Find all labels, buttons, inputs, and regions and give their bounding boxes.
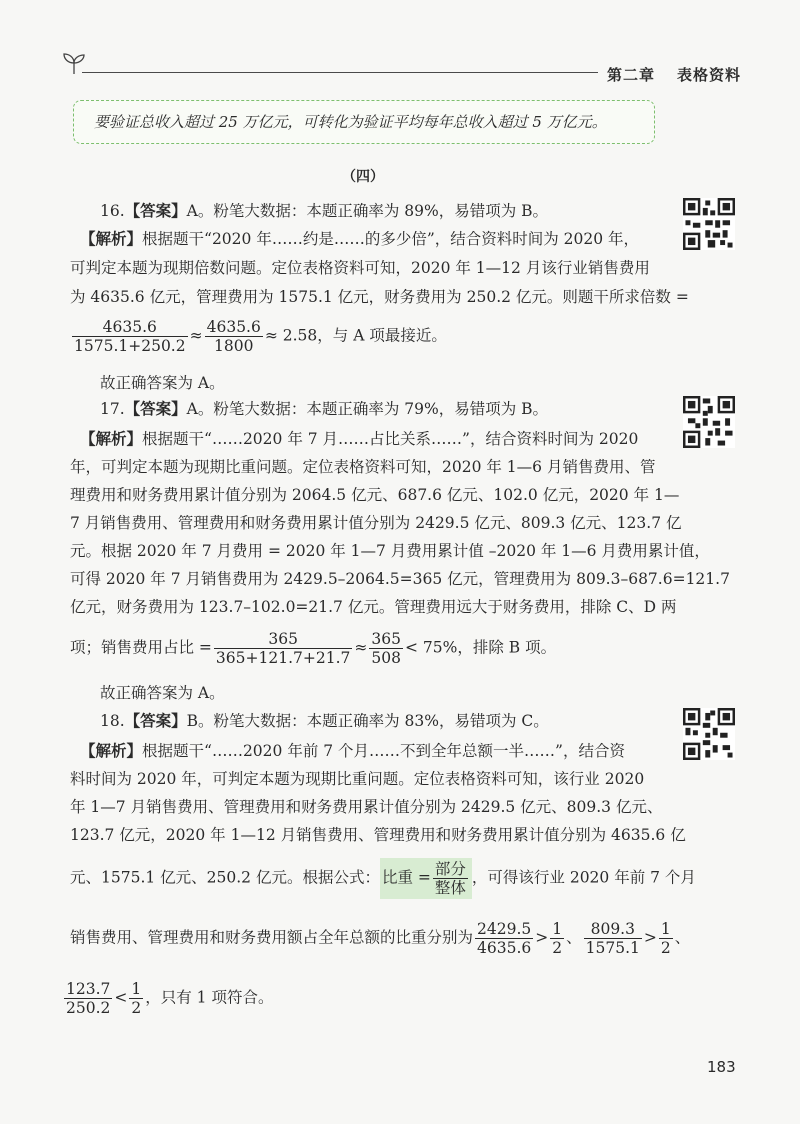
qr-code-icon[interactable]	[683, 396, 735, 448]
text-line: 项；销售费用占比 =	[70, 638, 212, 657]
denominator: 365+121.7+21.7	[215, 649, 351, 667]
analysis-tag: 【解析】	[80, 742, 143, 760]
q17-answer-line	[100, 398, 548, 420]
fraction	[659, 920, 673, 957]
ratio-formula-highlight	[380, 858, 472, 899]
q16-analysis-l1	[80, 228, 639, 250]
q18-ratios-line-2	[62, 980, 273, 1017]
fraction	[205, 318, 263, 355]
fraction	[129, 980, 143, 1017]
numerator: 1	[131, 980, 142, 998]
text-line: 销售费用、管理费用和财务费用额占全年总额的比重分别为	[70, 928, 474, 947]
fraction	[369, 630, 403, 667]
q16-analysis-l2: 可判定本题为现期倍数问题。定位表格资料可知，2020 年 1—12 月该行业销售费用	[70, 259, 650, 277]
numerator: 4635.6	[72, 318, 188, 337]
q17-analysis-l7: 亿元，财务费用为 123.7–102.0=21.7 亿元。管理费用远大于财务费用，排除 C、D 两	[70, 598, 677, 616]
q18-analysis-l4: 123.7 亿元，2020 年 1—12 月销售费用、管理费用和财务费用累计值分别为 4635.6 亿	[70, 826, 686, 844]
text-line: ，只有 1 项符合。	[145, 988, 274, 1007]
numerator: 1	[660, 920, 671, 938]
q17-formula-line	[70, 630, 556, 667]
chapter-title: 表格资料	[677, 66, 742, 84]
formula-lhs: 比重 =	[381, 868, 431, 887]
approx-sign: ≈	[189, 326, 203, 345]
q18-formula-line	[70, 858, 696, 899]
q17-answer-text: A。粉笔大数据：本题正确率为 79%，易错项为 B。	[186, 400, 549, 418]
fraction	[550, 920, 564, 957]
header-rule	[82, 72, 598, 73]
q16-conclusion: 故正确答案为 A。	[100, 374, 225, 392]
q17-analysis-l1	[80, 428, 638, 450]
fraction	[433, 860, 468, 897]
denominator: 1800	[214, 337, 254, 355]
text-line: 根据题干“2020 年……约是……的多少倍”，结合资料时间为 2020 年，	[142, 230, 640, 248]
fraction	[584, 920, 642, 957]
q17-analysis-l2: 年，可判定本题为现期比重问题。定位表格资料可知，2020 年 1—6 月销售费用、管	[70, 458, 656, 476]
qr-code-icon[interactable]	[683, 198, 735, 250]
analysis-tag: 【解析】	[80, 230, 143, 248]
page-number: 183	[707, 1058, 736, 1076]
text-line: 根据题干“……2020 年 7 月……占比关系……”，结合资料时间为 2020	[142, 430, 639, 448]
q18-number: 18.	[100, 712, 125, 730]
numerator: 4635.6	[206, 318, 261, 336]
answer-tag: 【答案】	[124, 400, 187, 418]
denominator: 250.2	[66, 999, 111, 1017]
comparison-sign: <	[114, 988, 128, 1007]
q18-analysis-l2: 料时间为 2020 年，可判定本题为现期比重问题。定位表格资料可知，该行业 2020	[70, 770, 645, 788]
qr-code-icon[interactable]	[683, 708, 735, 760]
text-line: ，可得该行业 2020 年前 7 个月	[471, 868, 696, 887]
q17-conclusion: 故正确答案为 A。	[100, 684, 225, 702]
chapter-label: 第二章	[607, 66, 656, 84]
fraction	[72, 318, 188, 355]
q18-ratios-line	[70, 920, 690, 957]
q17-analysis-l4: 7 月销售费用、管理费用和财务费用累计值分别为 2429.5 亿元、809.3 亿元、123.7 亿	[70, 514, 682, 532]
text-line: 根据题干“……2020 年前 7 个月……不到全年总额一半……”，结合资	[142, 742, 625, 760]
numerator: 365	[214, 630, 352, 649]
fraction	[475, 920, 533, 957]
comparison-sign: >	[535, 928, 549, 947]
fraction	[214, 630, 352, 667]
text-line: ≈ 2.58，与 A 项最接近。	[264, 326, 447, 345]
denominator: 1575.1+250.2	[74, 337, 186, 355]
separator: 、	[674, 928, 691, 947]
denominator: 1575.1	[585, 939, 640, 957]
q16-answer-line	[100, 200, 548, 222]
q18-analysis-l1	[80, 740, 625, 762]
denominator: 2	[131, 999, 142, 1017]
numerator: 1	[552, 920, 563, 938]
denominator: 整体	[434, 879, 466, 897]
q16-analysis-l3: 为 4635.6 亿元，管理费用为 1575.1 亿元，财务费用为 250.2 亿元。则题干所求倍数 =	[70, 288, 689, 306]
q17-analysis-l3: 理费用和财务费用累计值分别为 2064.5 亿元、687.6 亿元、102.0 亿元，2020 年 1—	[70, 486, 680, 504]
numerator: 2429.5	[477, 920, 532, 938]
tip-box	[73, 100, 655, 144]
numerator: 365	[371, 630, 401, 648]
q18-answer-line	[100, 710, 549, 732]
numerator: 123.7	[66, 980, 111, 998]
q16-answer-text: A。粉笔大数据：本题正确率为 89%，易错项为 B。	[186, 202, 549, 220]
answer-tag: 【答案】	[124, 712, 187, 730]
q17-analysis-l6: 可得 2020 年 7 月销售费用为 2429.5–2064.5=365 亿元，管理费用为 809.3–687.6=121.7	[70, 570, 730, 588]
comparison-sign: >	[643, 928, 657, 947]
section-heading: （四）	[342, 169, 384, 185]
separator: 、	[566, 928, 582, 947]
approx-sign: ≈	[354, 638, 368, 657]
denominator: 508	[371, 649, 401, 667]
numerator: 部分	[434, 860, 466, 878]
denominator: 2	[660, 939, 671, 957]
q16-formula-line	[70, 318, 447, 355]
denominator: 4635.6	[477, 939, 532, 957]
tip-text: 要验证总收入超过 25 万亿元，可转化为验证平均每年总收入超过 5 万亿元。	[94, 113, 607, 131]
text-line: 元、1575.1 亿元、250.2 亿元。根据公式：	[70, 868, 380, 887]
q18-analysis-l3: 年 1—7 月销售费用、管理费用和财务费用累计值分别为 2429.5 亿元、809.3 亿元、	[70, 798, 663, 816]
answer-tag: 【答案】	[124, 202, 187, 220]
q17-number: 17.	[100, 400, 125, 418]
analysis-tag: 【解析】	[80, 430, 143, 448]
q17-analysis-l5: 元。根据 2020 年 7 月费用 = 2020 年 1—7 月费用累计值 –2020 年 1—6 月费用累计值，	[70, 542, 710, 560]
fraction	[64, 980, 112, 1017]
numerator: 809.3	[584, 920, 642, 939]
denominator: 2	[552, 939, 563, 957]
chapter-header	[607, 64, 741, 85]
text-line: < 75%，排除 B 项。	[404, 638, 557, 657]
q16-number: 16.	[100, 202, 125, 220]
q18-answer-text: B。粉笔大数据：本题正确率为 83%，易错项为 C。	[186, 712, 549, 730]
